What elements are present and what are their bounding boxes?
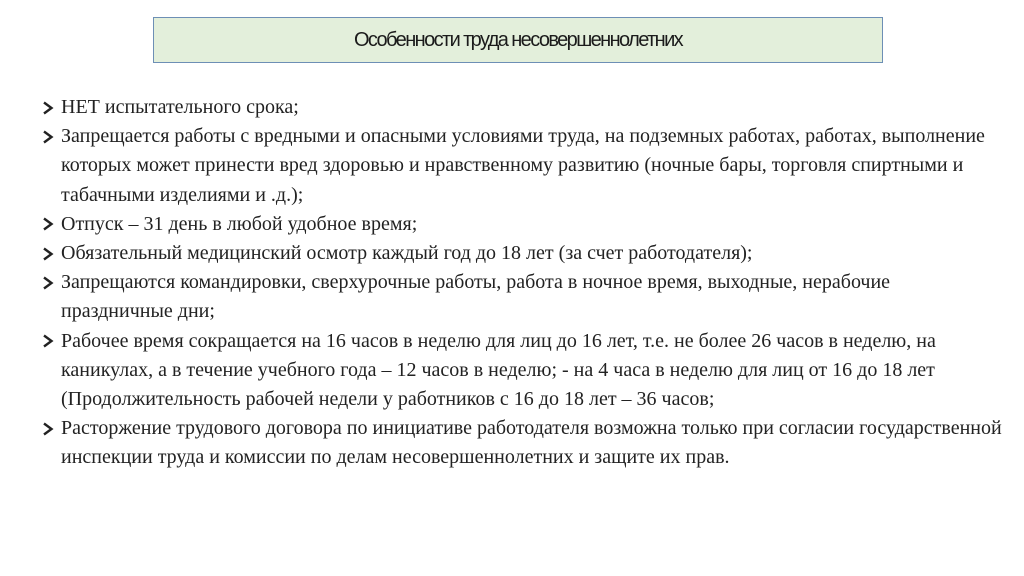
- title-box: [153, 17, 883, 63]
- arrow-bullet-icon: [39, 327, 57, 356]
- list-item: [36, 414, 1006, 472]
- list-item-text: Рабочее время сокращается на 16 часов в неделю для лиц до 16 лет, т.е. не более 26 часов в неделю, на каникулах, а в течение учебного года – 12 часов в неделю; - на 4 часа в неделю для лиц от 16 до 18 лет (Продолжительность рабочей недели у работников с 16 до 18 лет – 36 часов;: [61, 329, 936, 411]
- list-item: [36, 239, 1006, 268]
- list-item-text: НЕТ испытательного срока;: [61, 96, 299, 118]
- arrow-bullet-icon: [39, 210, 57, 239]
- list-item: [36, 93, 1006, 122]
- list-item: [36, 122, 1006, 210]
- bullet-list: [36, 93, 1006, 473]
- list-item-text: Расторжение трудового договора по инициативе работодателя возможна только при согласии государственной инспекции труда и комиссии по делам несовершеннолетних и защите их прав.: [61, 417, 1002, 469]
- page-title: Особенности труда несовершеннолетних: [353, 28, 683, 51]
- arrow-bullet-icon: [39, 268, 57, 297]
- list-item: [36, 210, 1006, 239]
- list-item-text: Запрещаются командировки, сверхурочные работы, работа в ночное время, выходные, нерабочие праздничные дни;: [61, 271, 891, 323]
- arrow-bullet-icon: [39, 414, 57, 443]
- list-item-text: Запрещается работы с вредными и опасными условиями труда, на подземных работах, работах, выполнение которых может принести вред здоровью и нравственному развитию (ночные бары, торговля спиртными и табачными изделиями и .д.);: [61, 125, 985, 206]
- list-item: [36, 268, 1006, 326]
- list-item-text: Обязательный медицинский осмотр каждый год до 18 лет (за счет работодателя);: [61, 242, 753, 265]
- arrow-bullet-icon: [39, 93, 57, 122]
- list-item: [36, 327, 1006, 415]
- arrow-bullet-icon: [39, 122, 57, 151]
- list-item-text: Отпуск – 31 день в любой удобное время;: [61, 212, 418, 235]
- arrow-bullet-icon: [39, 239, 57, 268]
